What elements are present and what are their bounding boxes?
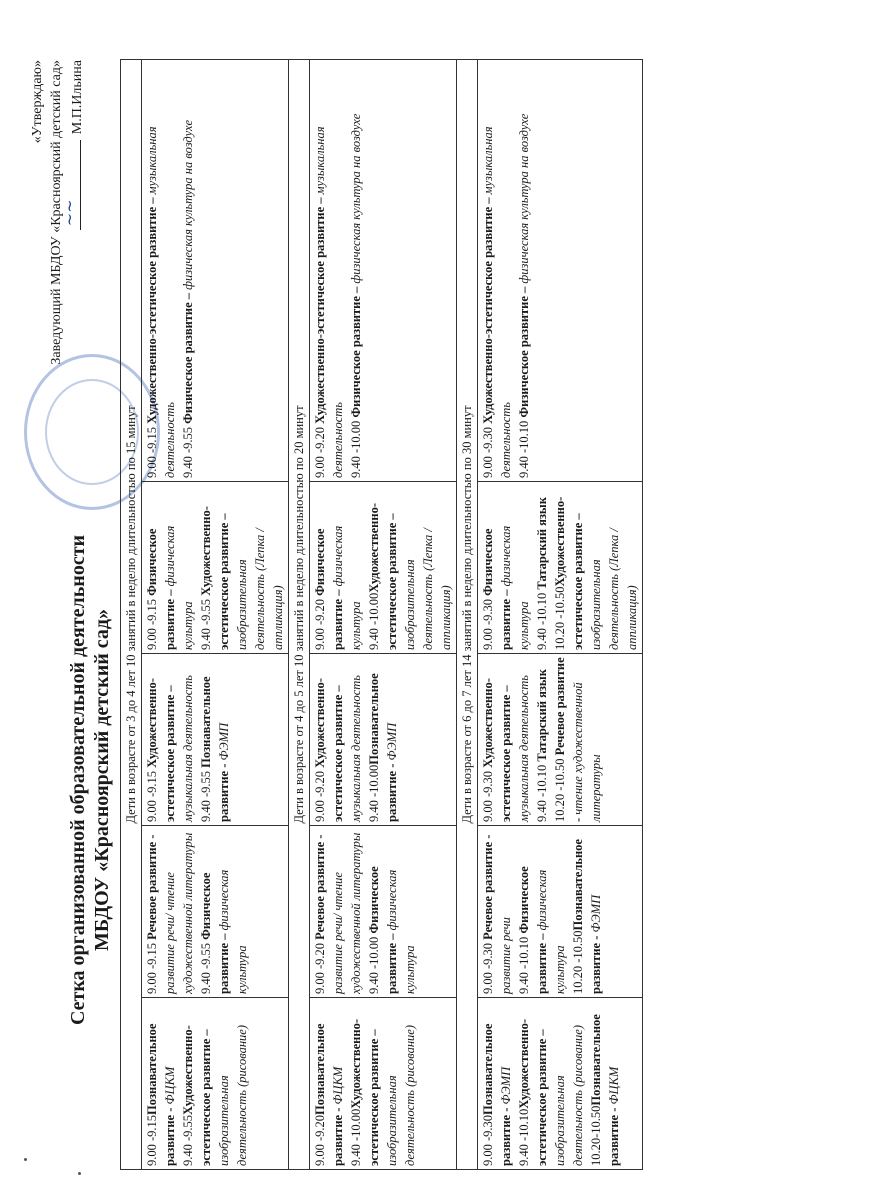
activity-time: 9.00 -9.30 bbox=[481, 1114, 495, 1166]
activity-area: Речевое развитие - bbox=[553, 657, 585, 822]
activity-detail: музыкальная деятельность bbox=[349, 675, 363, 822]
day-cell bbox=[478, 482, 643, 654]
day-schedule-row bbox=[142, 59, 289, 1169]
activity-time: 9.40 -10.00 bbox=[367, 933, 381, 994]
activity-time: 9.00 -9.15 bbox=[145, 767, 159, 822]
age-group-heading: Дети в возрасте от 3 до 4 лет 10 занятий в неделю длительностью по 15 минут bbox=[121, 59, 142, 1169]
activity-entry bbox=[515, 1001, 587, 1166]
day-cell bbox=[142, 826, 289, 998]
day-cell bbox=[310, 59, 457, 481]
activity-area: Татарский язык bbox=[535, 669, 549, 762]
activity-entry bbox=[311, 63, 347, 478]
schedule-table bbox=[120, 59, 643, 1170]
activity-time: 9.00 -9.30 bbox=[481, 767, 495, 822]
activity-detail: ФЭМП bbox=[217, 722, 231, 761]
activity-area: Татарский язык bbox=[535, 497, 549, 590]
activity-entry bbox=[533, 657, 551, 822]
day-cell bbox=[478, 826, 643, 998]
day-schedule-row bbox=[310, 59, 457, 1169]
activity-time: 10.20 -10.50 bbox=[571, 930, 585, 994]
activity-detail: ФЭМП bbox=[385, 722, 399, 761]
activity-detail: чтение художественной литературы bbox=[571, 682, 603, 822]
day-cell bbox=[142, 654, 289, 826]
activity-time: 10.20-10.50 bbox=[589, 1105, 603, 1166]
activity-area: Художественно-эстетическое развитие – bbox=[313, 678, 345, 822]
activity-time: 9.00 -9.15 bbox=[145, 939, 159, 994]
day-cell bbox=[142, 482, 289, 654]
activity-entry bbox=[479, 1001, 515, 1166]
activity-area: Художественно-эстетическое развитие – bbox=[145, 678, 177, 822]
activity-entry bbox=[179, 63, 197, 478]
activity-detail: изобразительная деятельность (рисование) bbox=[385, 1025, 417, 1166]
approval-heading: «Утверждаю» bbox=[30, 60, 45, 144]
activity-entry bbox=[143, 657, 197, 822]
activity-entry bbox=[197, 829, 251, 994]
activity-area: Физическое развитие – bbox=[349, 283, 363, 418]
activity-time: 9.40 -9.55 bbox=[199, 939, 213, 994]
activity-entry bbox=[197, 657, 233, 822]
day-cell bbox=[310, 998, 457, 1170]
activity-area: Художественно-эстетическое развитие – bbox=[181, 1025, 213, 1166]
day-cell bbox=[142, 998, 289, 1170]
day-cell bbox=[478, 654, 643, 826]
activity-area: Физическое развитие – bbox=[313, 528, 345, 650]
activity-area: Познавательное развитие - bbox=[145, 1023, 177, 1166]
activity-area: Физическое развитие – bbox=[367, 866, 399, 994]
activity-time: 9.40 -10.10 bbox=[517, 933, 531, 994]
activity-time: 9.00 -9.20 bbox=[313, 767, 327, 822]
activity-time: 9.40 -10.00 bbox=[349, 1108, 363, 1166]
activity-detail: музыкальная деятельность bbox=[313, 126, 345, 478]
activity-detail: музыкальная деятельность bbox=[481, 126, 513, 478]
activity-entry bbox=[143, 1001, 179, 1166]
activity-area: Художественно-эстетическое развитие – bbox=[199, 506, 231, 650]
activity-entry bbox=[143, 829, 197, 994]
activity-area: Познавательное развитие - bbox=[571, 839, 603, 994]
activity-detail: ФЭМП bbox=[589, 894, 603, 933]
activity-area: Физическое развитие – bbox=[517, 866, 549, 994]
activity-area: Художественно-эстетическое развитие – bbox=[349, 1019, 381, 1166]
activity-time: 9.40 -10.10 bbox=[517, 1108, 531, 1166]
activity-area: Познавательное развитие - bbox=[481, 1023, 513, 1166]
activity-time: 9.40 -9.55 bbox=[199, 595, 213, 650]
activity-time: 9.40 -10.00 bbox=[367, 592, 381, 650]
activity-area: Познавательное развитие - bbox=[313, 1023, 345, 1166]
signature-line bbox=[60, 140, 81, 230]
activity-detail: ФЦКМ bbox=[331, 1066, 345, 1105]
activity-time: 9.00 -9.20 bbox=[313, 423, 327, 478]
activity-detail: изобразительная деятельность (рисование) bbox=[217, 1025, 249, 1166]
activity-detail: музыкальная деятельность bbox=[181, 675, 195, 822]
activity-time: 9.00 -9.20 bbox=[313, 595, 327, 650]
activity-area: Художественно-эстетическое развитие – bbox=[145, 194, 159, 424]
activity-detail: музыкальная деятельность bbox=[145, 126, 177, 478]
activity-time: 9.40 -10.00 bbox=[349, 417, 363, 478]
activity-area: Речевое развитие - bbox=[481, 834, 495, 940]
activity-time: 9.00 -9.15 bbox=[145, 423, 159, 478]
activity-entry bbox=[479, 485, 533, 650]
activity-area: Речевое развитие - bbox=[145, 834, 159, 940]
age-group-heading: Дети в возрасте от 6 до 7 лет 14 занятий в неделю длительностью по 30 минут bbox=[457, 59, 478, 1169]
day-cell bbox=[310, 654, 457, 826]
title-line-2: МБДОУ «Красноярский детский сад» bbox=[91, 609, 113, 951]
activity-area: Художественно-эстетическое развитие – bbox=[481, 678, 513, 822]
activity-entry bbox=[347, 63, 365, 478]
activity-area: Художественно-эстетическое развитие – bbox=[367, 503, 399, 650]
activity-time: 10.20 -10.50 bbox=[553, 586, 567, 650]
activity-detail: ФЦКМ bbox=[163, 1066, 177, 1105]
activity-entry bbox=[143, 485, 197, 650]
activity-entry bbox=[143, 63, 179, 478]
activity-time: 9.00 -9.15 bbox=[145, 595, 159, 650]
rotated-document bbox=[16, 20, 846, 1180]
activity-entry bbox=[479, 829, 515, 994]
activity-detail: физическая культура bbox=[499, 525, 531, 650]
activity-entry bbox=[365, 657, 401, 822]
activity-area: Художественно-эстетическое развитие – bbox=[553, 496, 585, 650]
activity-entry bbox=[551, 485, 641, 650]
activity-detail: физическая культура bbox=[535, 869, 567, 994]
title-line-1: Сетка организованной образовательной деятельности bbox=[67, 534, 89, 1026]
activity-time: 9.00 -9.30 bbox=[481, 939, 495, 994]
activity-area: Физическое развитие – bbox=[517, 283, 531, 418]
activity-entry bbox=[365, 485, 455, 650]
activity-area: Физическое развитие – bbox=[181, 289, 195, 424]
activity-detail: изобразительная деятельность (Лепка /аппликация) bbox=[235, 528, 285, 650]
activity-detail: изобразительная деятельность (рисование) bbox=[553, 1025, 585, 1166]
activity-time: 9.40 -9.55 bbox=[199, 767, 213, 822]
activity-detail: физическая культура на воздухе bbox=[349, 113, 363, 284]
activity-area: Познавательное развитие - bbox=[589, 1014, 621, 1166]
activity-entry bbox=[197, 485, 287, 650]
activity-area: Физическое развитие – bbox=[199, 872, 231, 994]
activity-detail: физическая культура на воздухе bbox=[517, 113, 531, 284]
activity-detail: изобразительная деятельность (Лепка /аппликация) bbox=[403, 528, 453, 650]
activity-entry bbox=[479, 63, 515, 478]
document-title bbox=[66, 500, 114, 1060]
activity-entry bbox=[533, 485, 551, 650]
activity-detail: изобразительная деятельность (Лепка /аппликация) bbox=[589, 528, 639, 650]
activity-detail: развитие речи/ чтение художественной литературы bbox=[163, 832, 195, 994]
activity-detail: физическая культура bbox=[163, 525, 195, 650]
activity-area: Познавательное развитие - bbox=[199, 676, 231, 822]
activity-entry bbox=[551, 657, 605, 822]
activity-area: Художественно-эстетическое развитие – bbox=[481, 194, 495, 424]
activity-area: Познавательное развитие - bbox=[367, 673, 399, 822]
activity-entry bbox=[515, 63, 533, 478]
approval-position: Заведующий МБДОУ «Красноярский детский сад» bbox=[49, 60, 64, 365]
day-cell bbox=[478, 998, 643, 1170]
activity-entry bbox=[515, 829, 569, 994]
activity-time: 10.20 -10.50 bbox=[553, 755, 567, 822]
activity-entry bbox=[179, 1001, 251, 1166]
activity-detail: физическая культура bbox=[331, 525, 363, 650]
activity-time: 9.00 -9.20 bbox=[313, 939, 327, 994]
activity-detail: физическая культура bbox=[217, 869, 249, 994]
activity-detail: ФЭМП bbox=[499, 1066, 513, 1105]
activity-time: 9.40 -9.55 bbox=[181, 1114, 195, 1166]
activity-entry bbox=[311, 657, 365, 822]
activity-detail: ФЦКМ bbox=[607, 1066, 621, 1105]
activity-time: 9.40 -10.00 bbox=[367, 764, 381, 822]
activity-time: 9.40 -10.10 bbox=[517, 417, 531, 478]
activity-entry bbox=[587, 1001, 623, 1166]
activity-area: Физическое развитие – bbox=[481, 528, 513, 650]
activity-area: Художественно-эстетическое развитие – bbox=[517, 1019, 549, 1166]
approver-name: М.П.Ильина bbox=[70, 60, 85, 135]
activity-entry bbox=[311, 829, 365, 994]
activity-time: 9.00 -9.20 bbox=[313, 1114, 327, 1166]
activity-area: Физическое развитие – bbox=[145, 528, 177, 650]
activity-entry bbox=[311, 1001, 347, 1166]
age-group-heading: Дети в возрасте от 4 до 5 лет 10 занятий в неделю длительностью по 20 минут bbox=[289, 59, 310, 1169]
activity-time: 9.00 -9.30 bbox=[481, 595, 495, 650]
activity-entry bbox=[569, 829, 605, 994]
day-cell bbox=[142, 59, 289, 481]
activity-detail: музыкальная деятельность bbox=[517, 675, 531, 822]
activity-entry bbox=[479, 657, 533, 822]
activity-detail: физическая культура на воздухе bbox=[181, 119, 195, 290]
approval-block bbox=[28, 60, 87, 500]
activity-entry bbox=[347, 1001, 419, 1166]
day-cell bbox=[310, 826, 457, 998]
activity-time: 9.40 -10.10 bbox=[535, 761, 549, 822]
activity-time: 9.00 -9.30 bbox=[481, 423, 495, 478]
activity-area: Речевое развитие - bbox=[313, 834, 327, 940]
activity-detail: развитие речи/ чтение художественной литературы bbox=[331, 832, 363, 994]
day-schedule-row bbox=[478, 59, 643, 1169]
signature: ~~ bbox=[60, 199, 79, 227]
day-cell bbox=[478, 59, 643, 481]
activity-time: 9.00 -9.15 bbox=[145, 1114, 159, 1166]
day-cell bbox=[310, 482, 457, 654]
activity-entry bbox=[365, 829, 419, 994]
activity-detail: физическая культура bbox=[385, 869, 417, 994]
activity-time: 9.40 -10.10 bbox=[535, 589, 549, 650]
activity-area: Художественно-эстетическое развитие – bbox=[313, 194, 327, 424]
activity-detail: развитие речи bbox=[499, 917, 513, 994]
activity-entry bbox=[311, 485, 365, 650]
activity-time: 9.40 -9.55 bbox=[181, 423, 195, 478]
